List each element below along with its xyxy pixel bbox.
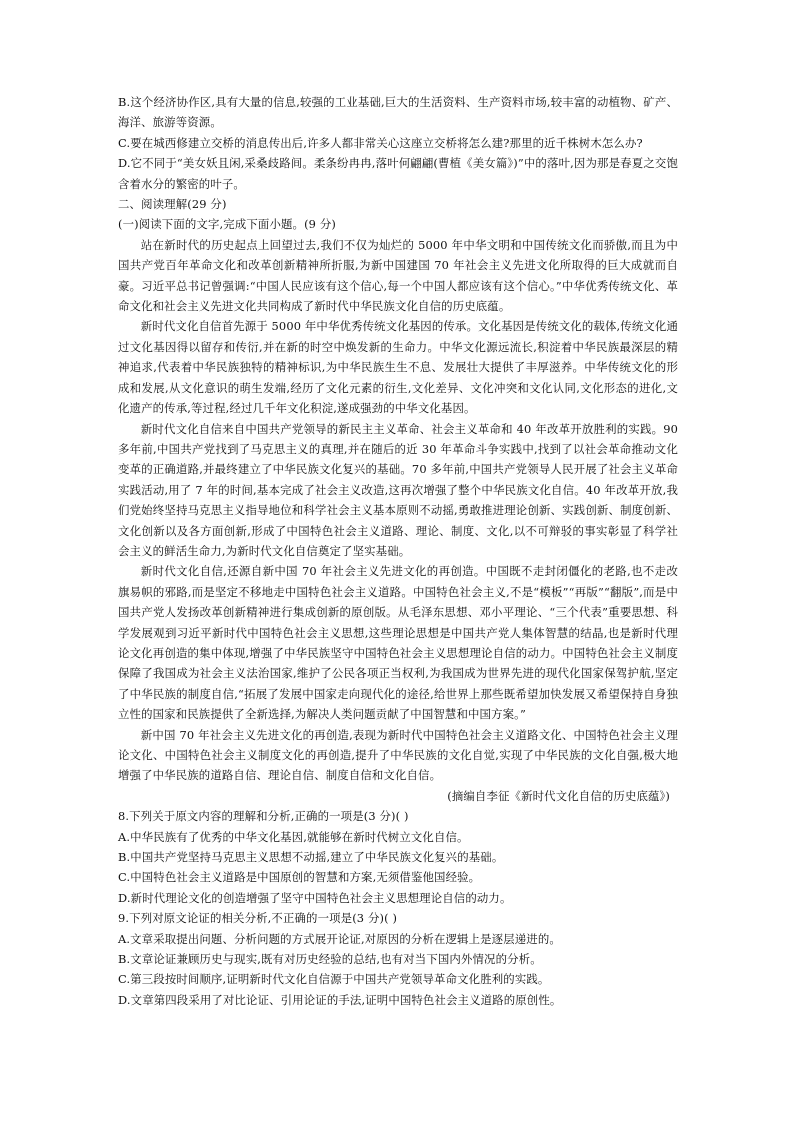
prev-option-d: D.它不同于“美女妖且闲,采桑歧路间。柔条纷冉冉,落叶何翩翩(曹植《美女篇》)”中的落叶,因为那是春夏之交饱含着水分的繁密的叶子。 [118,156,678,191]
section-title: 二、阅读理解(29 分) [118,197,227,212]
question-8-option-d: D.新时代理论文化的创造增强了坚守中国特色社会主义思想理论自信的动力。 [118,890,512,905]
question-8-option-c: C.中国特色社会主义道路是中国原创的智慧和方案,无须借鉴他国经验。 [118,870,481,885]
passage-source: (摘编自李征《新时代文化自信的历史底蕴》) [447,788,670,803]
passage-paragraph-2: 新时代文化自信首先源于 5000 年中华优秀传统文化基因的传承。文化基因是传统文化的载体,传统文化通过文化基因得以留存和传衍,并在新的时空中焕发新的生命力。中华文化源远流长,积淀着中华民族最深层的精神追求,代表着中华民族独特的精神标识,为中华民族生生不息、发展壮大提供了丰厚滋养。中华传统文化的形成和发展,从文化意识的萌生发端,经历了文化元素的衍生,文化差异、文化冲突和文化认同,文化形态的进化,文化遗产的传承,等过程,经过几千年文化积淀,遂成强劲的中华文化基因。 [118,319,678,416]
question-9-option-c: C.第三段按时间顺序,证明新时代文化自信源于中国共产党领导革命文化胜利的实践。 [118,972,550,987]
exam-page [118,92,678,1010]
question-9-option-d: D.文章第四段采用了对比论证、引用论证的手法,证明中国特色社会主义道路的原创性。 [118,992,562,1007]
passage-paragraph-5: 新中国 70 年社会主义先进文化的再创造,表现为新时代中国特色社会主义道路文化、中国特色社会主义理论文化、中国特色社会主义制度文化的再创造,提升了中华民族的文化自觉,实现了中华民族的文化自强,极大地增强了中华民族的道路自信、理论自信、制度自信和文化自信。 [118,727,678,783]
passage-paragraph-4: 新时代文化自信,还源自新中国 70 年社会主义先进文化的再创造。中国既不走封闭僵化的老路,也不走改旗易帜的邪路,而是坚定不移地走中国特色社会主义道路。中国特色社会主义,不是“模板”“再版”“翻版”,而是中国共产党人发扬改革创新精神进行集成创新的原创版。从毛泽东思想、邓小平理论、“三个代表”重要思想、科学发展观到习近平新时代中国特色社会主义思想,这些理论思想是中国共产党人集体智慧的结晶,也是新时代理论文化再创造的集中体现,增强了中华民族坚守中国特色社会主义思想理论自信的动力。中国特色社会主义制度保障了我国成为社会主义法治国家,维护了公民各项正当权利,为我国成为世界先进的现代化国家保驾护航,坚定了中华民族的制度自信,“拓展了发展中国家走向现代化的途径,给世界上那些既希望加快发展又希望保持自身独立性的国家和民族提供了全新选择,为解决人类问题贡献了中国智慧和中国方案。” [118,564,678,722]
subsection-title: (一)阅读下面的文字,完成下面小题。(9 分) [118,217,336,232]
prev-option-c: C.要在城西修建立交桥的消息传出后,许多人都非常关心这座立交桥将怎么建?那里的近千株树木怎么办? [118,135,643,150]
question-9-option-a: A.文章采取提出问题、分析问题的方式展开论证,对原因的分析在逻辑上是逐层递进的。 [118,931,561,946]
question-8-option-b: B.中国共产党坚持马克思主义思想不动摇,建立了中华民族文化复兴的基础。 [118,850,504,865]
question-8-option-a: A.中华民族有了优秀的中华文化基因,就能够在新时代树立文化自信。 [118,829,469,844]
question-9-stem: 9.下列对原文论证的相关分析,不正确的一项是(3 分)( ) [118,911,398,926]
prev-option-b: B.这个经济协作区,具有大量的信息,较强的工业基础,巨大的生活资料、生产资料市场,较丰富的动植物、矿产、海洋、旅游等资源。 [118,95,678,130]
question-9-option-b: B.文章论证兼顾历史与现实,既有对历史经验的总结,也有对当下国内外情况的分析。 [118,952,542,967]
passage-paragraph-1: 站在新时代的历史起点上回望过去,我们不仅为灿烂的 5000 年中华文明和中国传统文化而骄傲,而且为中国共产党百年革命文化和改革创新精神所折服,为新中国建国 70 年社会主义先进文化所取得的巨大成就而自豪。习近平总书记曾强调:“中国人民应该有这个信心,每一个中国人都应该有这个信心。”中华优秀传统文化、革命文化和社会主义先进文化共同构成了新时代中华民族文化自信的历史底蕴。 [118,237,678,314]
question-8-stem: 8.下列关于原文内容的理解和分析,正确的一项是(3 分)( ) [118,809,409,824]
passage-paragraph-3: 新时代文化自信来自中国共产党领导的新民主主义革命、社会主义革命和 40 年改革开放胜利的实践。90 多年前,中国共产党找到了马克思主义的真理,并在随后的近 30 年革命斗争实践中,找到了以社会革命推动文化变革的正确道路,并最终建立了中华民族文化复兴的基础。70 多年前,中国共产党领导人民开展了社会主义革命实践活动,用了 7 年的时间,基本完成了社会主义改造,这再次增强了整个中华民族文化自信。40 年改革开放,我们党始终坚持马克思主义指导地位和科学社会主义基本原则不动摇,勇敢推进理论创新、实践创新、制度创新、文化创新以及各方面创新,形成了中国特色社会主义道路、理论、制度、文化,以不可辩驳的事实彰显了科学社会主义的鲜活生命力,为新时代文化自信奠定了坚实基础。 [118,421,678,558]
